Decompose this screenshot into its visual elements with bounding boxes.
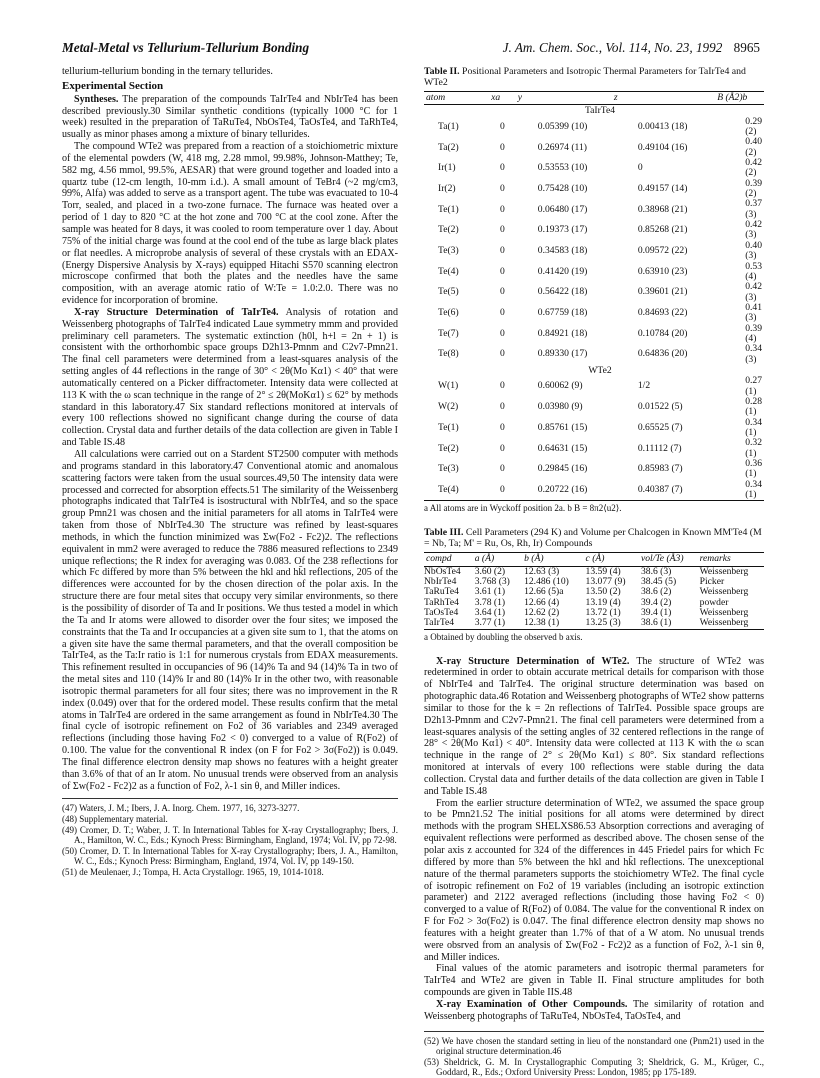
table-row <box>424 220 764 241</box>
table-cell: W(1) <box>438 380 459 392</box>
table-row <box>424 199 764 220</box>
table-cell: 38.45 (5) <box>640 575 677 587</box>
table-2-label: Table II. <box>424 66 460 77</box>
table-cell: 0.06480 (17) <box>537 203 588 215</box>
table-cell: Te(4) <box>438 265 459 277</box>
table-cell: 0.39 (4) <box>745 322 762 344</box>
table-cell: 0 <box>500 380 505 392</box>
table-row <box>424 117 764 138</box>
table-row <box>424 303 764 324</box>
table-cell: 0.42 (3) <box>745 219 762 241</box>
table-cell: Te(3) <box>438 244 459 256</box>
footnote: (50) Cromer, D. T. In International Tables for X-ray Crystallography; Ibers, J. A., Hamilton, W. C., Eds.; Kynoch Press: Birmingham, England, 1974, Vol. IV, pp 149-150. <box>62 845 398 867</box>
table-cell: 0 <box>500 348 505 360</box>
table-3-column-header: vol/Te (Å3) <box>640 553 684 565</box>
table-cell: 3.64 (1) <box>474 606 506 618</box>
table-cell: Te(1) <box>438 203 459 215</box>
table-cell: 0 <box>500 120 505 132</box>
xray-wte2-heading: X-ray Structure Determination of WTe2. <box>436 655 630 667</box>
right-column <box>424 66 764 1078</box>
table-cell: 0 <box>500 141 505 153</box>
xray-wte2-paragraph <box>424 656 764 798</box>
footnote: (51) de Meulenaer, J.; Tompa, H. Acta Crystallogr. 1965, 19, 1014-1018. <box>62 867 324 878</box>
table-cell: 0.32 (1) <box>745 437 762 459</box>
table-2-caption <box>424 66 764 88</box>
table-cell: 0.53553 (10) <box>537 162 588 174</box>
running-head <box>62 40 760 60</box>
table-cell: 0.56422 (18) <box>537 286 588 298</box>
table-2-group-row <box>424 105 764 117</box>
footnote: (47) Waters, J. M.; Ibers, J. A. Inorg. Chem. 1977, 16, 3273-3277. <box>62 803 300 814</box>
table-row <box>424 438 764 459</box>
other-compounds-paragraph <box>424 999 764 1023</box>
table-2-caption-text: Positional Parameters and Isotropic Thermal Parameters for TaIrTe4 and WTe2 <box>424 66 746 88</box>
table-cell: Ir(2) <box>438 182 456 194</box>
table-row <box>424 137 764 158</box>
table-cell: 0.39601 (21) <box>637 286 688 298</box>
table-2-column-header: y <box>517 92 523 103</box>
table-cell: 0.41420 (19) <box>537 265 588 277</box>
table-cell: 0.29845 (16) <box>537 463 588 475</box>
table-2-grid <box>424 91 764 501</box>
table-cell: 0.40 (2) <box>745 136 762 158</box>
table-cell: 0.00413 (18) <box>637 120 688 132</box>
table-cell: 0.41 (3) <box>745 301 762 324</box>
table-cell: Te(6) <box>438 307 459 319</box>
table-cell: 38.6 (2) <box>640 586 672 598</box>
table-cell: 0.64836 (20) <box>637 348 688 360</box>
syntheses-text-1: The preparation of the compounds TaIrTe4 and NbIrTe4 has been described previously.30 Similar synthetic conditions (typically 1000 °C for 1 week) resulted in the preparation of TaRuTe4, NbOsTe4, TaOsTe4, and TaRhTe4, usually as minor phases among a mixture of binary tellurides. <box>62 93 398 141</box>
table-2-column-header: atom <box>426 92 446 103</box>
page-number: 8965 <box>733 40 760 55</box>
table-cell: 39.4 (1) <box>640 606 672 618</box>
table-cell: 0.65525 (7) <box>637 421 683 433</box>
table-cell: 0.40387 (7) <box>637 483 683 495</box>
table-cell: TaRuTe4 <box>424 586 459 598</box>
table-cell: 0 <box>500 224 505 236</box>
table-cell: 13.50 (2) <box>585 586 621 598</box>
table-cell: Weissenberg <box>699 565 749 577</box>
syntheses-paragraph-2: The compound WTe2 was prepared from a reaction of a stoichiometric mixture of the elemental powders (W, 418 mg, 2.28 mmol, 99.98%, Johnson-Matthey; Te, 582 mg, 4.56 mmol, 99.5%, AESAR) that were ground together and loaded into a quartz tube (12-cm length, 10-mm i.d.). A small amount of TeBr4 (~2 mg/cm3, 99%, Alfa) was added to serve as a transport agent. The tube was evacuated to 10-4 Torr, sealed, and placed in a two-zone furnace. The furnace was heated over a period of 1 day to 820 °C at the hot zone and 700 °C at the cool zone. After the sample was heated for 8 days, it was cooled to room temperature over 1 day. About 75% of the initial charge was found at the cool end of the tube as large black plates or flat needles. A microprobe analysis of several of these crystals with an EDAX- (Energy Dispersive Analysis by X-rays) equipped Hitachi S570 scanning electron microscope confirmed that both the plates and the needles have the same composition, with an average atomic ratio of W:Te = 1.0:2.0. There was no evidence for incorporation of bromine. <box>62 141 398 307</box>
table-cell: 0.03980 (9) <box>537 401 583 413</box>
table-2-column-header: z <box>613 92 618 103</box>
xray-tairte4-paragraph <box>62 307 398 449</box>
table-cell: 0.40 (3) <box>745 239 762 262</box>
table-cell: 0.37 (3) <box>745 198 762 220</box>
table-cell: 0.42 (2) <box>745 157 762 179</box>
table-cell: 0 <box>500 463 505 475</box>
table-cell: 0 <box>500 182 505 194</box>
table-cell: Te(3) <box>438 463 459 475</box>
table-cell: Te(2) <box>438 442 459 454</box>
table-cell: Picker <box>699 575 725 587</box>
table-cell: 0 <box>500 265 505 277</box>
table-cell: 0.26974 (11) <box>537 141 587 153</box>
table-row <box>424 344 764 365</box>
table-cell: 0.64631 (15) <box>537 442 588 454</box>
table-cell: 3.61 (1) <box>474 586 506 598</box>
table-cell: 0.34583 (18) <box>537 244 588 256</box>
table-cell: 0.49104 (16) <box>637 141 688 153</box>
table-cell: 12.66 (4) <box>524 596 560 608</box>
table-cell: 0 <box>500 421 505 433</box>
table-cell: 0.19373 (17) <box>537 224 588 236</box>
table-3-column-header: c (Å) <box>585 553 605 565</box>
table-cell: Te(7) <box>438 327 459 339</box>
table-cell: 0 <box>500 162 505 174</box>
table-cell: Te(5) <box>438 286 459 298</box>
xray-wte2-text-1: The structure of WTe2 was redetermined in order to obtain accurate metrical details for comparison with those of NbIrTe4 and TaIrTe4. The original structure determination was based on photographic data.46 Rotation and Weissenberg photographs of WTe2 show patterns similar to those for the k = 2n reflections of TaIrTe4. Possible space groups are D2h13-Pmnm and C2v7-Pmn21. The final cell parameters were determined from a least-squares analysis of the setting angles of 32 centered reflections in the range of 28° < 2θ(Mo Kα1) < 40°. Intensity data were collected at 113 K with the ω scan technique in the range of 2° ≤ 2θ(Mo Kα1) ≤ 80°. Six standard reflections monitored at intervals of every 100 reflections were stable during the data collection. Crystal data and further details of the data collection are given in Table I and Table IS.48 <box>424 655 765 797</box>
table-row <box>424 418 764 439</box>
table-cell: 0 <box>500 401 505 413</box>
footnote: (52) We have chosen the standard setting in lieu of the nonstandard one (Pnm21) used in the original structure determination.46 <box>424 1035 764 1057</box>
running-head-title: Metal-Metal vs Tellurium-Tellurium Bonding <box>62 40 310 55</box>
footnote: (48) Supplementary material. <box>62 814 168 825</box>
xray-tairte4-paragraph-2: All calculations were carried out on a Stardent ST2500 computer with methods and programs standard in this laboratory.47 Conventional atomic and anomalous scattering factors were taken from the usual sources.49,50 The intensity data were processed and corrected for absorption effects.51 The similarity of the Weissenberg photographs indicated that TaIrTe4 is isostructural with NbIrTe4, and so the space group Pmn21 was chosen and the initial parameters for all atoms in TaIrTe4 were taken from those of NbIrTe4.30 The structure was refined by least-squares methods, in which the function minimized was Σw(Fo2 - Fc2)2. The reflections equivalent in mm2 were averaged to reduce the 7886 measured reflections to 2349 unique reflections; the R index for averaging was 0.083. Of the 238 reflections for which Fc differed by more than 5% between the hkl and hk̄l reflections, 205 of the differences were accounted for by the chosen direction of the polar axis. In the structure there are four metal sites that occupy very similar environments, so there is the possibility of disorder of Ta and Ir positions. We thus tested a model in which the Ta and Ir atoms were allowed to disorder over the four sites; we imposed the constraints that the Ta and Ir occupancies at a given site sum to 1, that the atoms on a given site have the same thermal parameters, and that the overall composition be TaIrTe4, as the Ta:Ir ratio is 1:1 for numerous crystals from EDAX measurements. This refinement resulted in occupancies of 96 (14)% Ta and 94 (14)% Ta in two of the metal sites and 110 (14)% Ir and 80 (14)% Ir in the other two, with reasonable isotropic thermal parameters for all four sites; there was no improvement in the R index (0.049) over that for the ordered model. These results confirm that the metal atoms in TaIrTe4 are ordered in the same arrangement as found in NbIrTe4.30 The final cycle of isotropic refinement on Fo2 of 36 variables and 2349 averaged reflections (including those having Fo2 < 0) converged to a value of R(Fo2) of 0.100. The value for the conventional R index (on F for Fo2 > 3σ(Fo2)) is 0.049. The final difference electron density map shows no features with a height greater than 3.6% of that of an Ir atom. No unusual trends were observed from an analysis of Σw(Fo2 - Fc2)2 as a function of Fo2, λ-1 sin θ, and Miller indices. <box>62 449 398 792</box>
table-cell: 0.84921 (18) <box>537 327 588 339</box>
table-row <box>424 397 764 418</box>
table-cell: Te(2) <box>438 224 459 236</box>
table-cell: 0.20722 (16) <box>537 483 588 495</box>
table-cell: 0.05399 (10) <box>537 120 588 132</box>
table-cell: 0.34 (1) <box>745 478 762 501</box>
table-cell: 0.36 (1) <box>745 458 762 480</box>
table-cell: 0.11112 (7) <box>637 442 682 454</box>
table-cell: Ir(1) <box>438 162 456 174</box>
table-2-group-row <box>424 365 764 376</box>
table-cell: 0 <box>500 483 505 495</box>
table-3-column-header: compd <box>426 553 452 565</box>
footnote: (53) Sheldrick, G. M. In Crystallographic Computing 3; Sheldrick, G. M., Krüger, C., Goddard, R., Eds.; Oxford University Press: London, 1985; pp 175-189. <box>424 1056 764 1078</box>
table-2 <box>424 66 764 515</box>
table-row <box>424 618 764 629</box>
table-cell: Weissenberg <box>699 586 749 598</box>
table-cell: NbOsTe4 <box>424 565 461 577</box>
syntheses-paragraph <box>62 94 398 141</box>
table-row <box>424 179 764 200</box>
table-2-group-title: TaIrTe4 <box>584 105 616 117</box>
other-compounds-heading: X-ray Examination of Other Compounds. <box>436 998 628 1010</box>
footnote: (49) Cromer, D. T.; Waber, J. T. In International Tables for X-ray Crystallography; Ibers, J. A., Hamilton, W. C., Eds.; Kynoch Press: Birmingham, England, 1974; Vol. IV, pp 72-98. <box>62 824 398 846</box>
table-cell: Te(4) <box>438 483 459 495</box>
table-2-column-header: B (Å2)b <box>717 92 748 103</box>
table-3-caption <box>424 527 764 549</box>
table-cell: 0.63910 (23) <box>637 265 688 277</box>
table-2-body <box>424 105 764 501</box>
table-cell: 1/2 <box>637 380 651 392</box>
table-cell: Te(1) <box>438 421 459 433</box>
table-cell: TaIrTe4 <box>424 617 455 629</box>
table-cell: 12.38 (1) <box>524 617 560 629</box>
table-cell: 0.34 (1) <box>745 416 762 438</box>
left-footnotes <box>62 798 398 877</box>
table-cell: Weissenberg <box>699 617 749 629</box>
table-cell: 0.29 (2) <box>745 115 762 138</box>
table-cell: 0.34 (3) <box>745 343 762 365</box>
section-title: Experimental Section <box>62 79 164 92</box>
xray-tairte4-text-1: Analysis of rotation and Weissenberg photographs of TaIrTe4 indicated Laue symmetry mmm and provided preliminary cell parameters. The systematic extinction (h0l, h+l = 2n + 1) is consistent with the orthorhombic space groups D2h13-Pmnm and C2v7-Pmn21. The final cell parameters were determined from a least-squares analysis of the setting angles of 44 reflections in the range of 30° < 2θ(Mo Kα1) < 40° that were automatically centered on a Picker diffractometer. Intensity data were collected at 113 K with the ω scan technique in the range of 2° ≤ 2θ(MoKα1) ≤ 62° by methods standard in this laboratory.47 Six standard reflections monitored at intervals of every 100 reflections showed no significant change during the course of data collection. Crystal data and further details of the data collection are given in Table I and Table IS.48 <box>62 306 398 449</box>
table-row <box>424 480 764 501</box>
table-3-caption-text: Cell Parameters (294 K) and Volume per Chalcogen in Known MM'Te4 (M = Nb, Ta; M' = Ru, Os, Rh, Ir) Compounds <box>424 527 762 550</box>
table-cell: TaOsTe4 <box>424 606 459 618</box>
table-3-note: a Obtained by doubling the observed b axis. <box>424 631 583 642</box>
table-3-header-row <box>424 553 764 566</box>
xray-wte2-paragraph-3: Final values of the atomic parameters and isotropic thermal parameters for TaIrTe4 and WTe2 are given in Table II. Final structure amplitudes for both compounds are given in Table IIS.48 <box>424 963 764 999</box>
running-head-journal <box>503 40 760 56</box>
table-row <box>424 158 764 179</box>
table-cell: Ta(1) <box>438 120 459 132</box>
table-row <box>424 241 764 262</box>
intro-line: tellurium-tellurium bonding in the ternary tellurides. <box>62 66 273 77</box>
table-cell: 0.75428 (10) <box>537 182 588 194</box>
right-body-text <box>424 656 764 1023</box>
table-cell: 0 <box>500 244 505 256</box>
table-3-label: Table III. <box>424 527 464 539</box>
table-3 <box>424 527 764 643</box>
xray-tairte4-heading: X-ray Structure Determination of TaIrTe4. <box>74 306 279 318</box>
table-cell: 0 <box>500 203 505 215</box>
table-cell: TaRhTe4 <box>424 596 459 608</box>
table-cell: 0 <box>637 162 643 174</box>
table-cell: 12.62 (2) <box>524 606 560 618</box>
table-cell: Ta(2) <box>438 141 459 153</box>
other-compounds-text: The similarity of rotation and Weissenberg photographs of TaRuTe4, NbOsTe4, TaOsTe4, and <box>424 998 764 1022</box>
table-cell: 0.49157 (14) <box>637 182 688 194</box>
table-cell: 12.66 (5)a <box>524 586 564 598</box>
table-cell: 39.4 (2) <box>640 596 672 608</box>
table-cell: 0.42 (3) <box>745 281 762 303</box>
table-cell: 0.85983 (7) <box>637 463 683 475</box>
table-cell: 12.63 (3) <box>524 565 560 577</box>
table-2-header-row <box>424 92 764 105</box>
table-row <box>424 324 764 345</box>
table-cell: 0.39 (2) <box>745 177 762 200</box>
table-row <box>424 376 764 397</box>
table-3-column-header: remarks <box>699 553 731 565</box>
table-row <box>424 262 764 283</box>
table-3-grid <box>424 552 764 629</box>
table-cell: 0 <box>500 286 505 298</box>
syntheses-heading: Syntheses. <box>74 93 119 105</box>
table-cell: 0.09572 (22) <box>637 244 688 256</box>
table-cell: Te(8) <box>438 348 459 360</box>
table-cell: 13.19 (4) <box>585 596 621 608</box>
table-cell: 0.38968 (21) <box>637 203 688 215</box>
table-cell: 0.85761 (15) <box>537 421 588 433</box>
table-cell: 3.78 (1) <box>474 596 506 608</box>
table-cell: 0.27 (1) <box>745 375 762 397</box>
table-cell: W(2) <box>438 401 459 413</box>
table-cell: 3.60 (2) <box>474 565 506 577</box>
table-3-body <box>424 566 764 629</box>
table-cell: 3.768 (3) <box>474 575 510 587</box>
table-cell: 0 <box>500 442 505 454</box>
table-row <box>424 459 764 480</box>
table-cell: 12.486 (10) <box>524 575 569 587</box>
table-cell: 0.01522 (5) <box>637 401 683 413</box>
table-cell: 0.89330 (17) <box>537 348 588 360</box>
table-cell: NbIrTe4 <box>424 575 457 587</box>
table-cell: 0.53 (4) <box>745 260 762 282</box>
table-cell: 3.77 (1) <box>474 617 506 629</box>
table-cell: 38.6 (1) <box>640 617 672 629</box>
table-2-column-header: xa <box>491 92 501 103</box>
table-cell: 0.10784 (20) <box>637 327 688 339</box>
table-cell: 0 <box>500 327 505 339</box>
table-cell: 0.84693 (22) <box>637 307 688 319</box>
table-cell: 0.67759 (18) <box>537 307 588 319</box>
left-column <box>62 66 398 878</box>
table-row <box>424 282 764 303</box>
right-footnotes <box>424 1031 764 1078</box>
table-cell: 13.077 (9) <box>585 575 626 587</box>
table-cell: 13.72 (1) <box>585 606 621 618</box>
table-cell: 0.60062 (9) <box>537 380 583 392</box>
table-3-column-header: a (Å) <box>474 553 495 565</box>
table-2-group-title: WTe2 <box>588 364 612 376</box>
table-2-note: a All atoms are in Wyckoff position 2a. b B = 8π2⟨u2⟩. <box>424 503 622 514</box>
table-cell: 13.59 (4) <box>585 565 621 577</box>
table-3-column-header: b (Å) <box>524 553 544 565</box>
table-cell: 0.28 (1) <box>745 395 762 418</box>
table-cell: powder <box>699 596 729 608</box>
table-cell: Weissenberg <box>699 606 749 618</box>
xray-wte2-paragraph-2: From the earlier structure determination of WTe2, we assumed the space group to be Pmn21.52 The initial positions for all atoms were determined by direct methods with the program SHELXS86.53 Absorption corrections and averaging of equivalent reflections were performed as described above. The chosen sense of the polar axis z accounted for 324 of the differences in 445 Friedel pairs for which Fc differed by more than 5% between the hkl and hk̄l reflections. The unexceptional nature of the thermal parameters supports the stoichiometry WTe2. The final cycle of isotropic refinement on Fo2 of 19 variables (including an isotropic extinction parameter) and 2122 averaged reflections (including those having Fo2 < 0) converged to a value of R(Fo2) of 0.084. The value for the conventional R index on F for Fo2 > 3σ(Fo2) is 0.047. The final difference electron density map shows no features with a height greater than 1.7% of that of a W atom. No unusual trends were obsrved from an analysis of Σw(Fo2 - Fc2)2 as a function of Fo2, λ-1 sin θ, and Miller indices. <box>424 797 764 963</box>
table-cell: 0.85268 (21) <box>637 224 688 236</box>
table-cell: 38.6 (3) <box>640 565 672 577</box>
journal-citation: J. Am. Chem. Soc., Vol. 114, No. 23, 1992 <box>502 40 723 55</box>
table-cell: 0 <box>500 307 505 319</box>
table-cell: 13.25 (3) <box>585 617 621 629</box>
